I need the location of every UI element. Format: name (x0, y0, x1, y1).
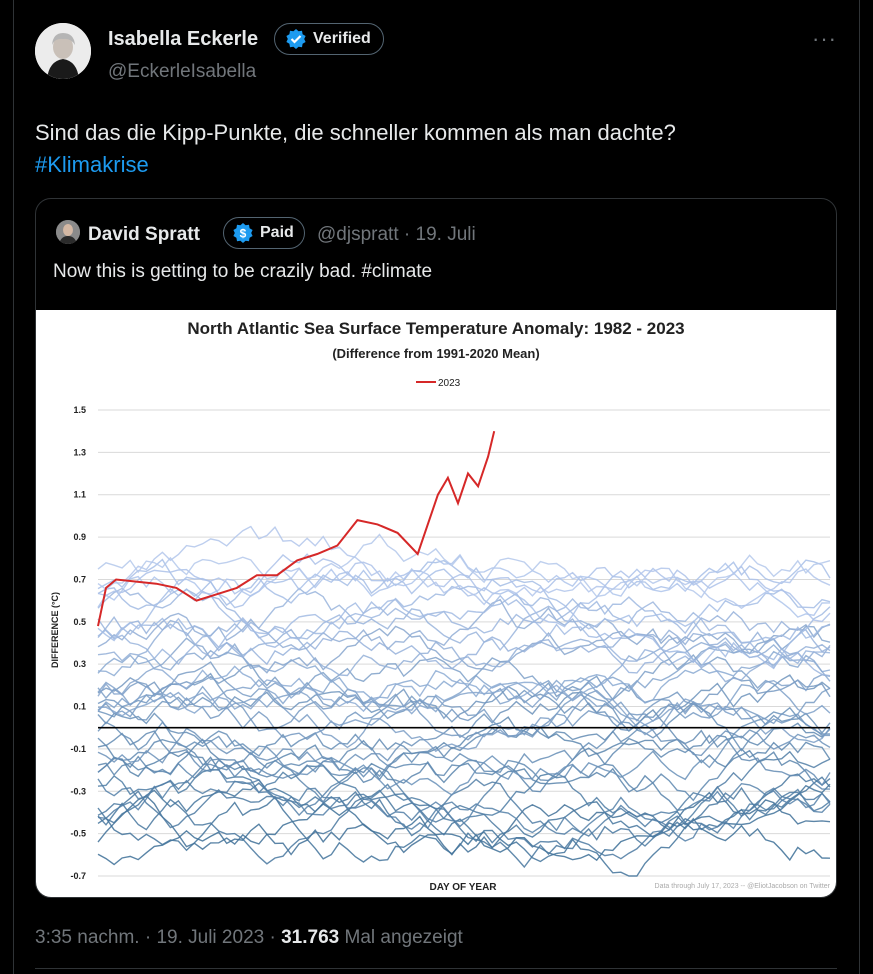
y-tick-labels (70, 405, 86, 881)
y-tick-label: -0.5 (70, 828, 86, 839)
x-axis-label: DAY OF YEAR (429, 882, 497, 893)
paid-label: Paid (260, 224, 294, 241)
chart-title: North Atlantic Sea Surface Temperature Anomaly: 1982 - 2023 (187, 319, 685, 338)
quoted-date: 19. Juli (415, 224, 476, 245)
history-year-line (98, 588, 830, 669)
view-count-label: Mal angezeigt (339, 927, 463, 948)
y-tick-label: -0.1 (70, 743, 86, 754)
quoted-tweet[interactable] (35, 198, 837, 898)
y-axis-label: DIFFERENCE (°C) (50, 591, 60, 669)
y-tick-label: 0.7 (73, 574, 86, 585)
author-handle[interactable]: @EckerleIsabella (108, 61, 257, 82)
history-year-line (98, 708, 830, 795)
tweet-text (35, 117, 676, 181)
y-tick-label: 0.5 (73, 616, 86, 627)
meta-separator: · (403, 224, 416, 245)
history-year-line (98, 600, 830, 682)
divider (35, 968, 837, 969)
timeline-border-right (859, 0, 860, 974)
tweet-footer (35, 927, 463, 949)
quoted-author-avatar (56, 220, 80, 244)
hashtag-link[interactable]: #Klimakrise (35, 152, 149, 177)
quoted-handle: @djspratt (317, 224, 399, 245)
y-tick-label: 0.9 (73, 532, 86, 543)
svg-text:$: $ (239, 226, 247, 241)
quoted-meta (317, 224, 476, 246)
sst-anomaly-chart[interactable] (36, 310, 836, 897)
tweet-body: Sind das die Kipp-Punkte, die schneller kommen als man dachte? (35, 120, 676, 145)
chart-subtitle: (Difference from 1991-2020 Mean) (332, 346, 540, 361)
view-count: 31.763 (281, 927, 340, 948)
history-year-line (98, 717, 830, 800)
verified-check-icon (285, 28, 307, 50)
history-year-line (98, 804, 830, 865)
legend-label: 2023 (438, 378, 461, 389)
verified-badge[interactable] (274, 23, 384, 55)
more-options-icon[interactable]: ··· (812, 26, 837, 51)
y-tick-label: 0.3 (73, 659, 86, 670)
y-tick-label: -0.7 (70, 871, 86, 881)
history-year-line (98, 693, 830, 771)
history-year-line (98, 676, 830, 739)
paid-badge (223, 217, 305, 249)
author-name[interactable]: Isabella Eckerle (108, 28, 259, 50)
y-tick-label: 1.3 (73, 447, 86, 458)
history-series (98, 527, 830, 877)
y-tick-label: 0.1 (73, 701, 86, 712)
y-tick-label: 1.5 (73, 405, 86, 415)
y-tick-label: 1.1 (73, 489, 86, 500)
tweet-timestamp[interactable]: 3:35 nachm. · 19. Juli 2023 · (35, 927, 282, 948)
chart-grid (98, 410, 830, 876)
verified-label: Verified (313, 30, 371, 47)
quoted-author-name: David Spratt (88, 224, 200, 245)
quoted-text: Now this is getting to be crazily bad. #climate (53, 261, 433, 282)
timeline-border-left (13, 0, 14, 974)
chart-svg (36, 310, 836, 897)
dollar-badge-icon (232, 222, 254, 244)
y-tick-label: -0.3 (70, 786, 86, 797)
author-avatar[interactable] (35, 23, 91, 79)
chart-credit: Data through July 17, 2023 -- @EliotJacobson on Twitter (654, 883, 830, 890)
